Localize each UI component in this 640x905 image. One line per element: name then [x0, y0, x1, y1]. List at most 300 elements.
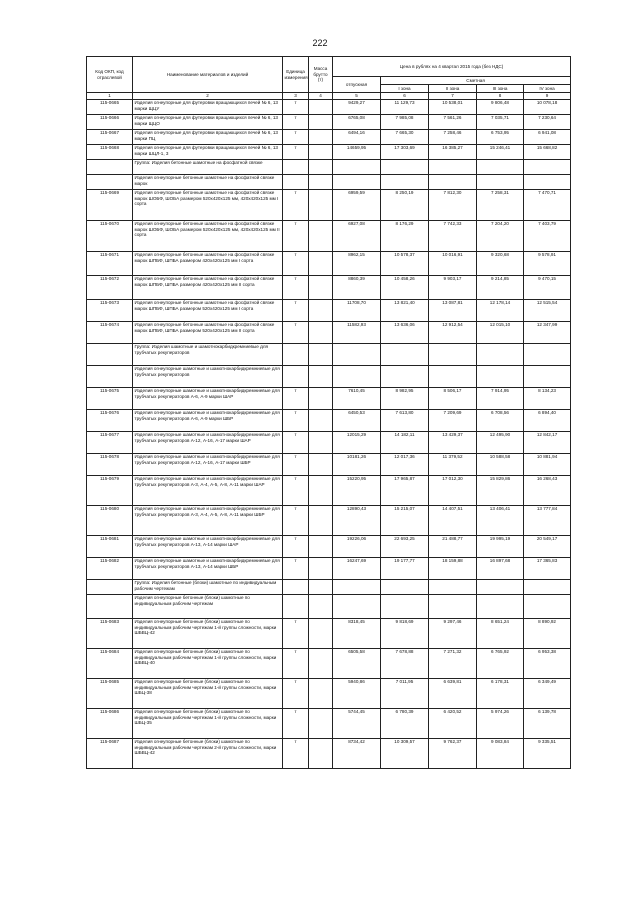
row-price: 8962,15 — [333, 252, 381, 276]
row-price: 6494,16 — [333, 130, 381, 145]
table-row — [87, 580, 571, 595]
row-price: 6 178,31 — [477, 679, 524, 709]
row-price: 16247,69 — [333, 558, 381, 580]
row-name: Изделия огнеупорные шамотные и шамотнокарбидкремниевые для трубчатых рекуператоров А-3, А-4, А-5, А-8, А-11 марки ШБР — [133, 506, 283, 536]
row-name: Изделия огнеупорные шамотные и шамотнокарбидкремниевые для трубчатых рекуператоров А-6, А-9 марки ШАР — [133, 388, 283, 410]
row-name: Изделия огнеупорные для футеровки вращающихся печей № 6, 13 марки ПЦ — [133, 130, 283, 145]
row-code: 115-0675 — [87, 388, 133, 410]
row-price — [333, 160, 381, 175]
table-row — [87, 115, 571, 130]
row-price: 21 488,77 — [429, 536, 477, 558]
row-price: 7 258,31 — [477, 190, 524, 221]
row-unit: т — [283, 739, 309, 769]
index-cell: 2 — [133, 93, 283, 100]
row-code: 115-0681 — [87, 536, 133, 558]
table-row — [87, 739, 571, 769]
table-row — [87, 145, 571, 160]
row-mass — [309, 175, 333, 190]
table-row — [87, 322, 571, 344]
row-name: Изделия огнеупорные бетонные (блоки) шамотные по индивидуальным рабочим чертежам 1-й группы сложности, марки ШБВЦ-40 — [133, 649, 283, 679]
row-unit: т — [283, 300, 309, 322]
row-price: 6 708,56 — [477, 410, 524, 432]
row-code — [87, 595, 133, 619]
row-price: 9 762,37 — [429, 739, 477, 769]
index-cell: 7 — [429, 93, 477, 100]
row-price: 7 403,79 — [524, 221, 571, 252]
row-price: 10 016,91 — [429, 252, 477, 276]
row-price — [381, 366, 429, 388]
row-price: 14 182,11 — [381, 432, 429, 454]
row-price: 13 429,37 — [429, 432, 477, 454]
table-row — [87, 536, 571, 558]
row-code: 115-0676 — [87, 410, 133, 432]
row-code — [87, 175, 133, 190]
row-price: 7 204,20 — [477, 221, 524, 252]
row-name: Изделия огнеупорные шамотные и шамотнокарбидкремниевые для трубчатых рекуператоров А-13, А-14 марки ШАР — [133, 536, 283, 558]
index-row — [87, 93, 571, 100]
row-code: 115-0666 — [87, 115, 133, 130]
row-price — [429, 344, 477, 366]
row-price — [333, 175, 381, 190]
row-price: 6 894,40 — [524, 410, 571, 432]
row-price: 7 230,64 — [524, 115, 571, 130]
row-mass — [309, 476, 333, 506]
row-price — [477, 175, 524, 190]
row-name: Изделия огнеупорные бетонные (блоки) шамотные по индивидуальным рабочим чертежам 1-й группы сложности, марки ШБЦ-35 — [133, 709, 283, 739]
row-price — [333, 595, 381, 619]
row-price: 6959,59 — [333, 190, 381, 221]
header-zone-4: IV зона — [524, 85, 571, 93]
row-price: 12 015,10 — [477, 322, 524, 344]
row-price: 7610,45 — [333, 388, 381, 410]
row-price: 9429,27 — [333, 100, 381, 115]
row-code — [87, 344, 133, 366]
row-price: 12 017,36 — [381, 454, 429, 476]
row-price: 7 678,88 — [381, 649, 429, 679]
row-price: 11708,70 — [333, 300, 381, 322]
table-row — [87, 410, 571, 432]
row-price: 13 777,84 — [524, 506, 571, 536]
row-price — [429, 160, 477, 175]
row-price: 6 941,08 — [524, 130, 571, 145]
row-code: 115-0678 — [87, 454, 133, 476]
row-price: 6 420,52 — [429, 709, 477, 739]
row-mass — [309, 619, 333, 649]
index-cell: 6 — [381, 93, 429, 100]
table-body — [87, 100, 571, 769]
row-unit: т — [283, 536, 309, 558]
table-row — [87, 366, 571, 388]
row-unit — [283, 580, 309, 595]
row-code: 115-0680 — [87, 506, 133, 536]
header-code: Код ОКП, код отраслевой — [87, 57, 133, 93]
row-code — [87, 580, 133, 595]
row-price — [524, 366, 571, 388]
row-price: 16 385,27 — [429, 145, 477, 160]
index-cell: 4 — [309, 93, 333, 100]
row-price: 5940,86 — [333, 679, 381, 709]
row-code: 115-0673 — [87, 300, 133, 322]
row-price: 15 668,82 — [524, 145, 571, 160]
row-price — [381, 175, 429, 190]
row-price: 19 177,77 — [381, 558, 429, 580]
row-mass — [309, 115, 333, 130]
row-code — [87, 366, 133, 388]
table-row — [87, 190, 571, 221]
row-code: 115-0667 — [87, 130, 133, 145]
row-price: 13 636,06 — [381, 322, 429, 344]
table-row — [87, 432, 571, 454]
row-unit: т — [283, 410, 309, 432]
row-mass — [309, 366, 333, 388]
price-table — [86, 56, 571, 769]
table-row — [87, 100, 571, 115]
row-price: 6450,53 — [333, 410, 381, 432]
row-price: 6 765,92 — [477, 649, 524, 679]
table-row — [87, 649, 571, 679]
row-price — [429, 595, 477, 619]
row-price: 17 965,87 — [381, 476, 429, 506]
row-price: 7 742,33 — [429, 221, 477, 252]
row-name: Группа: Изделия шамотные и шамотнокарбидкремниевые для трубчатых рекуператоров — [133, 344, 283, 366]
row-name: Изделия огнеупорные шамотные и шамотнокарбидкремниевые для трубчатых рекуператоров А-6, А-9 марки ШБР — [133, 410, 283, 432]
row-price: 13 821,40 — [381, 300, 429, 322]
row-code: 115-0665 — [87, 100, 133, 115]
row-name: Группа: Изделия бетонные (блоки) шамотные по индивидуальным рабочим чертежам — [133, 580, 283, 595]
row-unit: т — [283, 322, 309, 344]
row-price — [381, 160, 429, 175]
table-row — [87, 558, 571, 580]
row-price — [333, 366, 381, 388]
row-mass — [309, 221, 333, 252]
row-unit: т — [283, 252, 309, 276]
row-price: 6 139,78 — [524, 709, 571, 739]
index-cell: 8 — [477, 93, 524, 100]
index-cell: 3 — [283, 93, 309, 100]
row-price: 22 693,25 — [381, 536, 429, 558]
row-mass — [309, 558, 333, 580]
row-price: 8860,39 — [333, 276, 381, 300]
row-price — [477, 580, 524, 595]
row-code: 115-0687 — [87, 739, 133, 769]
row-price: 7 470,71 — [524, 190, 571, 221]
row-price: 6 953,38 — [524, 649, 571, 679]
row-price: 6 780,39 — [381, 709, 429, 739]
row-unit: т — [283, 130, 309, 145]
row-name: Изделия огнеупорные бетонные (блоки) шамотные по индивидуальным рабочим чертежам — [133, 595, 283, 619]
row-name: Изделия огнеупорные шамотные и шамотнокарбидкремниевые для трубчатых рекуператоров А-3, А-4, А-5, А-8, А-11 марки ШАР — [133, 476, 283, 506]
row-price — [381, 344, 429, 366]
row-unit: т — [283, 100, 309, 115]
row-price: 8 890,92 — [524, 619, 571, 649]
row-price — [477, 366, 524, 388]
row-price: 18 159,88 — [429, 558, 477, 580]
row-price: 12 515,54 — [524, 300, 571, 322]
row-price: 7 914,95 — [477, 388, 524, 410]
index-cell: 1 — [87, 93, 133, 100]
row-name: Изделия огнеупорные шамотные и шамотнокарбидкремниевые для трубчатых рекуператоров А-12, А-16, А-17 марки ШБР — [133, 454, 283, 476]
row-price: 10 078,18 — [524, 100, 571, 115]
row-price: 10 538,01 — [429, 100, 477, 115]
row-price: 12890,43 — [333, 506, 381, 536]
row-price: 16 897,68 — [477, 558, 524, 580]
row-price: 7 011,95 — [381, 679, 429, 709]
row-price: 12 912,54 — [429, 322, 477, 344]
table-row — [87, 175, 571, 190]
row-price: 5 974,26 — [477, 709, 524, 739]
row-name: Изделия огнеупорные для футеровки вращающихся печей № 6, 13 марки ЩЦО — [133, 115, 283, 130]
row-price: 9 335,51 — [524, 739, 571, 769]
table-row — [87, 595, 571, 619]
row-price — [477, 160, 524, 175]
table-row — [87, 344, 571, 366]
row-price — [429, 366, 477, 388]
table-row — [87, 619, 571, 649]
row-code: 115-0670 — [87, 221, 133, 252]
row-mass — [309, 100, 333, 115]
row-price: 20 549,17 — [524, 536, 571, 558]
row-price: 19226,06 — [333, 536, 381, 558]
row-mass — [309, 160, 333, 175]
row-price — [477, 595, 524, 619]
row-price: 9 214,85 — [477, 276, 524, 300]
table-row — [87, 221, 571, 252]
row-price: 5744,45 — [333, 709, 381, 739]
row-price: 7 665,30 — [381, 130, 429, 145]
row-price: 7 985,08 — [381, 115, 429, 130]
row-unit: т — [283, 709, 309, 739]
row-price: 10 578,37 — [381, 252, 429, 276]
row-price — [333, 580, 381, 595]
row-name: Изделия огнеупорные для футеровки вращающихся печей № 6, 13 марки ШЦЛ-1, 3 — [133, 145, 283, 160]
row-price: 9 903,17 — [429, 276, 477, 300]
row-price: 17 012,30 — [429, 476, 477, 506]
row-price: 15 215,07 — [381, 506, 429, 536]
header-mass: Масса брутто (т) — [309, 57, 333, 93]
table-row — [87, 454, 571, 476]
row-price: 11 129,73 — [381, 100, 429, 115]
row-price: 17 303,69 — [381, 145, 429, 160]
row-code: 115-0686 — [87, 709, 133, 739]
row-unit: т — [283, 649, 309, 679]
row-unit: т — [283, 454, 309, 476]
row-unit — [283, 595, 309, 619]
row-name: Изделия огнеупорные бетонные шамотные на фосфатной связке марок ШПБФ, ШПБА размером 420х420х125 мм II сорта — [133, 276, 283, 300]
row-mass — [309, 410, 333, 432]
header-zone-3: III зона — [477, 85, 524, 93]
row-price: 8318,45 — [333, 619, 381, 649]
row-price: 8 651,24 — [477, 619, 524, 649]
row-mass — [309, 130, 333, 145]
table-row — [87, 130, 571, 145]
row-price — [381, 580, 429, 595]
row-unit: т — [283, 432, 309, 454]
row-name: Изделия огнеупорные бетонные шамотные на фосфатной связке марок ШОБФ, ШОБА размером 520х420х125 мм, 420х420х125 мм I сорта — [133, 190, 283, 221]
row-price: 8 506,17 — [429, 388, 477, 410]
row-mass — [309, 344, 333, 366]
row-unit: т — [283, 276, 309, 300]
row-code: 115-0683 — [87, 619, 133, 649]
row-price: 10 309,57 — [381, 739, 429, 769]
row-price: 6 753,95 — [477, 130, 524, 145]
index-cell: 9 — [524, 93, 571, 100]
row-mass — [309, 679, 333, 709]
row-price: 6 639,81 — [429, 679, 477, 709]
table-row — [87, 276, 571, 300]
row-price: 6505,58 — [333, 649, 381, 679]
row-price: 13 406,41 — [477, 506, 524, 536]
row-unit: т — [283, 221, 309, 252]
table-row — [87, 300, 571, 322]
row-mass — [309, 595, 333, 619]
row-price: 6 349,49 — [524, 679, 571, 709]
row-price: 6927,08 — [333, 221, 381, 252]
row-price: 16 268,43 — [524, 476, 571, 506]
row-mass — [309, 300, 333, 322]
row-code — [87, 160, 133, 175]
row-name: Изделия огнеупорные бетонные (блоки) шамотные по индивидуальным рабочим чертежам 1-й группы сложности, марки ШБВЦ-42 — [133, 619, 283, 649]
row-price: 14 407,51 — [429, 506, 477, 536]
table-row — [87, 506, 571, 536]
row-unit: т — [283, 115, 309, 130]
row-price: 19 995,19 — [477, 536, 524, 558]
row-name: Изделия огнеупорные бетонные шамотные на фосфатной связке марок ШПБФ, ШПБА размером 520х420х125 мм I сорта — [133, 300, 283, 322]
row-name: Изделия огнеупорные бетонные шамотные на фосфатной связке марок ШОБФ, ШОБА размером 520х420х125 мм, 420х420х125 мм II сорта — [133, 221, 283, 252]
row-mass — [309, 709, 333, 739]
row-price: 7 561,26 — [429, 115, 477, 130]
row-price: 7 613,80 — [381, 410, 429, 432]
row-price: 17 365,83 — [524, 558, 571, 580]
row-price: 9 320,68 — [477, 252, 524, 276]
row-price: 6765,08 — [333, 115, 381, 130]
row-price: 12 347,99 — [524, 322, 571, 344]
row-mass — [309, 454, 333, 476]
row-name: Изделия огнеупорные шамотные и шамотнокарбидкремниевые для трубчатых рекуператоров А-13, А-14 марки ШБР — [133, 558, 283, 580]
row-price: 10181,26 — [333, 454, 381, 476]
row-code: 115-0685 — [87, 679, 133, 709]
row-mass — [309, 252, 333, 276]
index-cell: 5 — [333, 93, 381, 100]
row-price: 11 379,52 — [429, 454, 477, 476]
row-price: 11582,93 — [333, 322, 381, 344]
row-name: Изделия огнеупорные бетонные (блоки) шамотные по индивидуальным рабочим чертежам 2-й группы сложности, марки ШБВЦ-42 — [133, 739, 283, 769]
row-mass — [309, 580, 333, 595]
row-price — [429, 175, 477, 190]
row-price: 8 176,29 — [381, 221, 429, 252]
row-unit: т — [283, 506, 309, 536]
row-price — [524, 595, 571, 619]
row-name: Изделия огнеупорные бетонные шамотные на фосфатной связке марок ШПБФ, ШПБА размером 420х420х125 мм I сорта — [133, 252, 283, 276]
table-row — [87, 160, 571, 175]
row-unit: т — [283, 145, 309, 160]
row-price: 7 812,30 — [429, 190, 477, 221]
row-price: 9 297,46 — [429, 619, 477, 649]
row-unit: т — [283, 679, 309, 709]
row-price: 12015,29 — [333, 432, 381, 454]
table-row — [87, 476, 571, 506]
row-unit: т — [283, 190, 309, 221]
row-price — [524, 580, 571, 595]
row-price: 14659,95 — [333, 145, 381, 160]
row-unit — [283, 175, 309, 190]
row-unit: т — [283, 476, 309, 506]
row-price: 15220,95 — [333, 476, 381, 506]
row-mass — [309, 432, 333, 454]
row-unit: т — [283, 388, 309, 410]
row-price: 8734,42 — [333, 739, 381, 769]
row-price: 9 578,91 — [524, 252, 571, 276]
row-price: 8 250,19 — [381, 190, 429, 221]
row-code: 115-0682 — [87, 558, 133, 580]
row-name: Изделия огнеупорные для футеровки вращающихся печей № 6, 13 марки ЩЦУ — [133, 100, 283, 115]
row-code: 115-0684 — [87, 649, 133, 679]
row-code: 115-0671 — [87, 252, 133, 276]
row-price — [429, 580, 477, 595]
row-code: 115-0677 — [87, 432, 133, 454]
header-zone-1: I зона — [381, 85, 429, 93]
row-code: 115-0674 — [87, 322, 133, 344]
row-mass — [309, 190, 333, 221]
row-price — [333, 344, 381, 366]
header-otpusknaya: отпускная — [333, 77, 381, 93]
row-price — [524, 175, 571, 190]
table-row — [87, 709, 571, 739]
row-price: 15 246,41 — [477, 145, 524, 160]
row-price — [524, 344, 571, 366]
row-code: 115-0672 — [87, 276, 133, 300]
row-price: 9 083,84 — [477, 739, 524, 769]
row-mass — [309, 322, 333, 344]
row-name: Группа: Изделия бетонные шамотные на фосфатной связке — [133, 160, 283, 175]
row-price: 7 271,32 — [429, 649, 477, 679]
table-row — [87, 252, 571, 276]
row-name: Изделия огнеупорные бетонные (блоки) шамотные по индивидуальным рабочим чертежам 1-й группы сложности, марки ШБЦ-38 — [133, 679, 283, 709]
row-price: 15 829,86 — [477, 476, 524, 506]
table-row — [87, 388, 571, 410]
row-price: 10 458,26 — [381, 276, 429, 300]
table-row — [87, 679, 571, 709]
row-price: 13 087,81 — [429, 300, 477, 322]
row-price — [381, 595, 429, 619]
row-mass — [309, 145, 333, 160]
row-price: 9 470,15 — [524, 276, 571, 300]
row-price: 7 035,71 — [477, 115, 524, 130]
row-price: 9 806,48 — [477, 100, 524, 115]
row-price: 12 178,14 — [477, 300, 524, 322]
row-name: Изделия огнеупорные бетонные шамотные на фосфатной связке марок — [133, 175, 283, 190]
row-price — [477, 344, 524, 366]
row-code: 115-0668 — [87, 145, 133, 160]
row-mass — [309, 739, 333, 769]
row-mass — [309, 506, 333, 536]
header-price: Цена в рублях на 4 квартал 2015 года (без НДС) — [333, 57, 571, 77]
row-price: 8 134,23 — [524, 388, 571, 410]
row-price: 9 818,69 — [381, 619, 429, 649]
row-unit — [283, 160, 309, 175]
row-name: Изделия огнеупорные бетонные шамотные на фосфатной связке марок ШПБФ, ШПБА размером 520х420х125 мм II сорта — [133, 322, 283, 344]
row-unit — [283, 344, 309, 366]
row-code: 115-0679 — [87, 476, 133, 506]
row-unit: т — [283, 619, 309, 649]
row-unit: т — [283, 558, 309, 580]
header-unit: Единица измерения — [283, 57, 309, 93]
row-code: 115-0669 — [87, 190, 133, 221]
row-price: 8 982,95 — [381, 388, 429, 410]
row-price: 12 495,90 — [477, 432, 524, 454]
row-mass — [309, 388, 333, 410]
row-price: 10 881,94 — [524, 454, 571, 476]
row-mass — [309, 649, 333, 679]
